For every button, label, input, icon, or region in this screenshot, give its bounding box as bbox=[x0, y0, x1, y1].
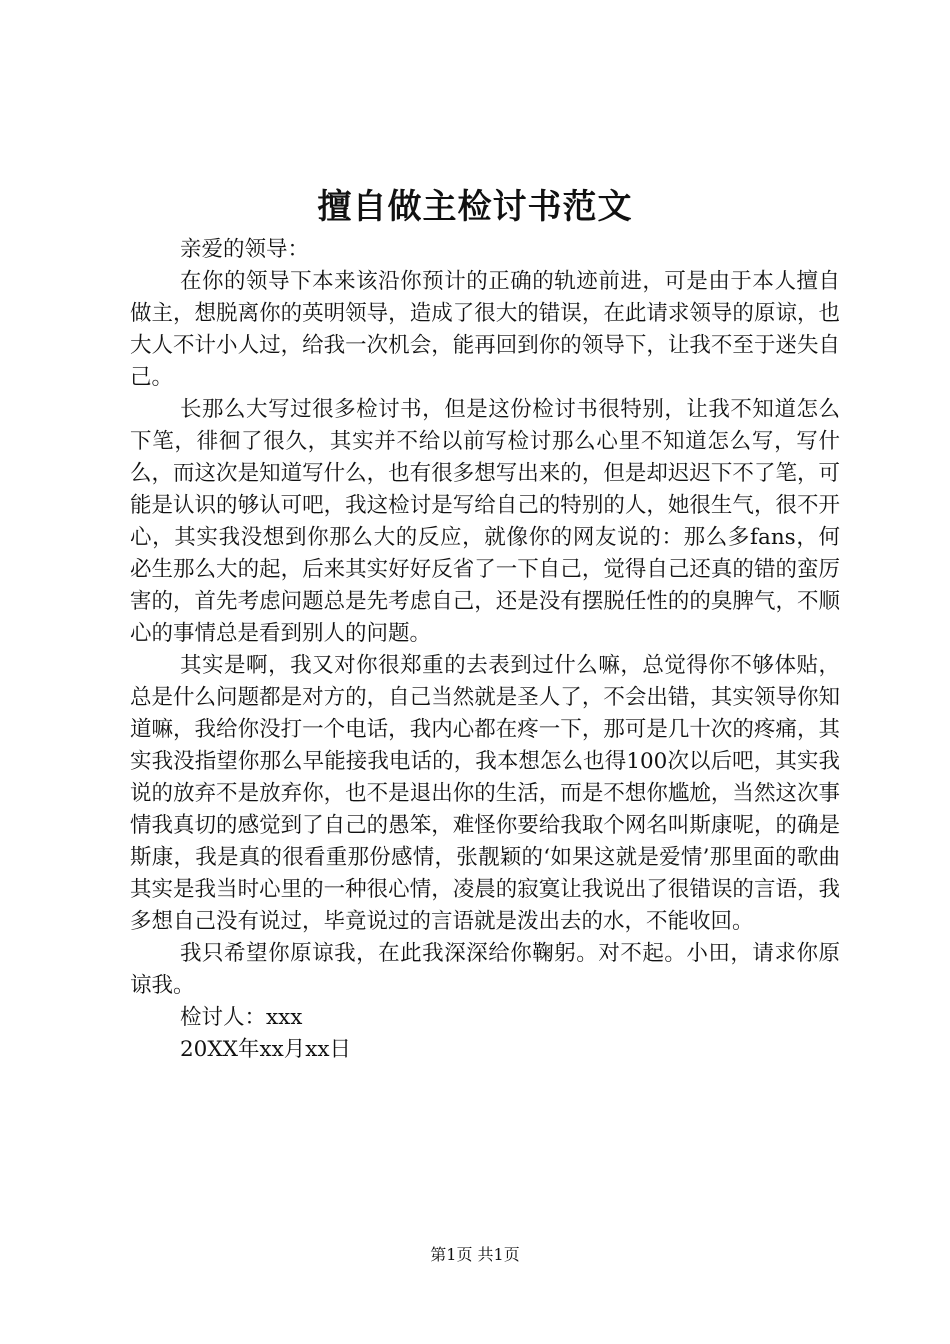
paragraph-4: 我只希望你原谅我，在此我深深给你鞠躬。对不起。小田，请求你原谅我。 bbox=[130, 941, 840, 998]
paragraph-1: 在你的领导下本来该沿你预计的正确的轨迹前进，可是由于本人擅自做主，想脱离你的英明领导，造成了很大的错误，在此请求领导的原谅，也大人不计小人过，给我一次机会，能再回到你的领导下，让我不至于迷失自己。 bbox=[130, 269, 840, 390]
paragraph-3: 其实是啊，我又对你很郑重的去表到过什么嘛，总觉得你不够体贴，总是什么问题都是对方的，自己当然就是圣人了，不会出错，其实领导你知道嘛，我给你没打一个电话，我内心都在疼一下，那可是几十次的疼痛，其实我没指望你那么早能接我电话的，我本想怎么也得100次以后吧，其实我说的放弃不是放弃你，也不是退出你的生活，而是不想你尴尬，当然这次事情我真切的感觉到了自己的愚笨，难怪你要给我取个网名叫斯康呢，的确是斯康，我是真的很看重那份感情，张靓颖的‘如果这就是爱情’那里面的歌曲其实是我当时心里的一种很心情，凌晨的寂寞让我说出了很错误的言语，我多想自己没有说过，毕竟说过的言语就是泼出去的水，不能收回。 bbox=[130, 653, 840, 934]
paragraph-2: 长那么大写过很多检讨书，但是这份检讨书很特别，让我不知道怎么下笔，徘徊了很久，其实并不给以前写检讨那么心里不知道怎么写，写什么，而这次是知道写什么，也有很多想写出来的，但是却迟迟下不了笔，可能是认识的够认可吧，我这检讨是写给自己的特别的人，她很生气，很不开心，其实我没想到你那么大的反应，就像你的网友说的：那么多fans，何必生那么大的起，后来其实好好反省了一下自己，觉得自己还真的错的蛮厉害的，首先考虑问题总是先考虑自己，还是没有摆脱任性的的臭脾气，不顺心的事情总是看到别人的问题。 bbox=[130, 397, 840, 646]
page-footer: 第1页 共1页 bbox=[430, 1245, 520, 1264]
signature-line: 检讨人：xxx bbox=[180, 1005, 303, 1030]
salutation: 亲爱的领导： bbox=[180, 237, 310, 262]
date-line: 20XX年xx月xx日 bbox=[180, 1037, 351, 1062]
document-body bbox=[130, 234, 840, 1066]
document-title: 擅自做主检讨书范文 bbox=[317, 187, 633, 227]
